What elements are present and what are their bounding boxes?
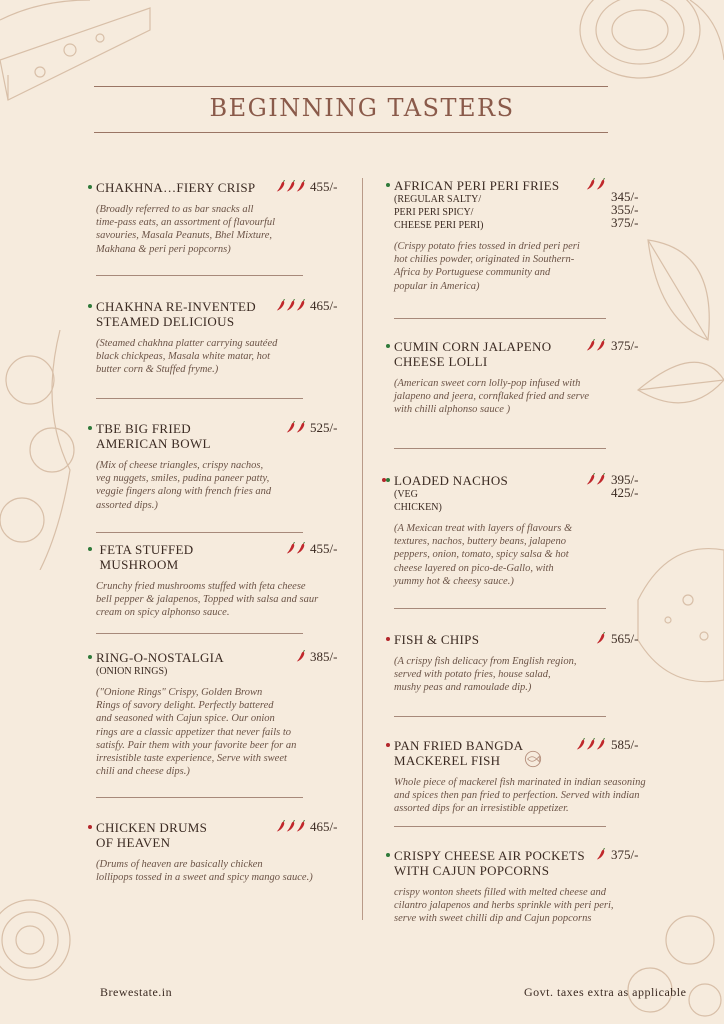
chili-icon bbox=[296, 650, 305, 662]
item-description bbox=[394, 886, 652, 926]
item-description bbox=[394, 522, 652, 588]
veg-indicator-icon bbox=[386, 183, 390, 187]
chili-icon bbox=[286, 299, 295, 311]
item-description-line: and spices then pan fried to perfection. Served with indian bbox=[394, 790, 640, 802]
footer-website[interactable]: Brewestate.in bbox=[100, 985, 173, 999]
item-description-line: popular in America) bbox=[394, 280, 480, 292]
item-name: LOADED NACHOS bbox=[394, 473, 509, 488]
item-description-line: bell pepper & jalapenos, Topped with salsa and saur bbox=[96, 594, 319, 606]
chili-icon bbox=[596, 632, 605, 644]
item-price: 345/- bbox=[611, 189, 639, 204]
item-description-line: (American sweet corn lolly-pop infused with bbox=[394, 378, 581, 389]
item-subtitle: (REGULAR SALTY/ bbox=[394, 194, 482, 205]
item-name: WITH CAJUN POPCORNS bbox=[394, 863, 550, 878]
veg-indicator-icon bbox=[386, 344, 390, 348]
item-price: 465/- bbox=[310, 298, 338, 313]
spice-level bbox=[286, 421, 305, 433]
item-description bbox=[394, 776, 652, 816]
item-description-line: (Crispy potato fries tossed in dried peri peri bbox=[394, 241, 580, 252]
spice-level bbox=[276, 299, 305, 311]
item-description-line: assorted dips.) bbox=[96, 499, 158, 511]
footer-tax-note: Govt. taxes extra as applicable bbox=[524, 985, 687, 999]
chili-icon bbox=[276, 820, 285, 832]
item-name: AMERICAN BOWL bbox=[96, 436, 211, 451]
item-subtitle: (ONION RINGS) bbox=[96, 666, 168, 677]
item-description-line: textures, nachos, buttery beans, jalapeno bbox=[394, 536, 566, 548]
veg-indicator-icon bbox=[88, 426, 92, 430]
item-subtitle: (VEG bbox=[394, 489, 418, 500]
item-description bbox=[96, 337, 346, 377]
veg-indicator-icon bbox=[88, 547, 92, 551]
non-veg-indicator-icon bbox=[88, 825, 92, 829]
item-description-line: cilantro jalapenos and herbs sprinkle with peri peri, bbox=[394, 900, 614, 912]
item-description-line: and seasoned with Cajun spice. Our onion bbox=[96, 713, 275, 725]
item-price: 375/- bbox=[611, 338, 639, 353]
item-separator bbox=[394, 608, 606, 609]
item-description bbox=[96, 203, 346, 256]
item-description bbox=[394, 377, 652, 417]
item-name: CHEESE LOLLI bbox=[394, 354, 488, 369]
item-description-line: Africa by Portuguese community and bbox=[394, 267, 551, 279]
item-separator bbox=[394, 716, 606, 717]
item-description-line: served with potato fries, house salad, bbox=[394, 669, 551, 681]
item-description-line: assorted dips for an irresistible appetizer. bbox=[394, 803, 569, 815]
item-separator bbox=[394, 318, 606, 319]
menu-item bbox=[96, 299, 346, 377]
item-name: TBE BIG FRIED bbox=[96, 421, 191, 436]
spice-level bbox=[576, 738, 605, 750]
item-name: OF HEAVEN bbox=[96, 835, 171, 850]
item-description-line: Whole piece of mackerel fish marinated in indian seasoning bbox=[394, 777, 646, 788]
chili-icon bbox=[586, 473, 595, 485]
chili-icon bbox=[596, 339, 605, 351]
header-bottom-rule bbox=[94, 132, 608, 133]
chili-icon bbox=[596, 848, 605, 860]
spice-level bbox=[596, 848, 605, 860]
item-description-line: (Broadly referred to as bar snacks all bbox=[96, 204, 254, 215]
item-description-line: serve with sweet chilli dip and Cajun popcorns bbox=[394, 913, 592, 925]
item-description bbox=[96, 580, 346, 620]
item-description-line: butter corn & Stuffed fryme.) bbox=[96, 364, 219, 376]
chili-icon bbox=[586, 738, 595, 750]
item-subtitle: CHICKEN) bbox=[394, 502, 442, 513]
item-subtitle: CHEESE PERI PERI) bbox=[394, 220, 484, 231]
item-name: RING-O-NOSTALGIA bbox=[96, 650, 224, 665]
menu-item bbox=[96, 542, 346, 620]
item-description bbox=[96, 686, 346, 778]
page-title: BEGINNING TASTERS bbox=[209, 94, 515, 122]
item-name: AFRICAN PERI PERI FRIES bbox=[394, 178, 560, 193]
item-description bbox=[96, 858, 346, 884]
item-description-line: (Drums of heaven are basically chicken bbox=[96, 859, 263, 870]
item-description bbox=[96, 459, 346, 512]
chili-icon bbox=[276, 299, 285, 311]
item-price: 455/- bbox=[310, 179, 338, 194]
veg-indicator-icon bbox=[386, 478, 390, 482]
item-description-line: cheese layered on pico-de-Gallo, with bbox=[394, 562, 554, 574]
chili-icon bbox=[286, 421, 295, 433]
chili-icon bbox=[296, 299, 305, 311]
non-veg-indicator-icon bbox=[386, 743, 390, 747]
item-price: 385/- bbox=[310, 649, 338, 664]
item-price: 425/- bbox=[611, 485, 639, 500]
item-description-line: hot chilies powder, originated in Southern- bbox=[394, 254, 575, 266]
item-name: MACKEREL FISH bbox=[394, 753, 501, 768]
item-description-line: lollipops tossed in a sweet and spicy mango sauce.) bbox=[96, 872, 313, 884]
chili-icon bbox=[596, 738, 605, 750]
column-divider bbox=[362, 178, 363, 920]
item-name: CHAKHNA RE-INVENTED bbox=[96, 299, 256, 314]
non-veg-indicator-icon bbox=[382, 478, 386, 482]
item-name: MUSHROOM bbox=[96, 557, 179, 572]
item-description-line: rings are a classic appetizer that never fails to bbox=[96, 726, 292, 738]
spice-level bbox=[296, 650, 305, 662]
item-description-line: (A Mexican treat with layers of flavours & bbox=[394, 523, 573, 534]
fish-icon bbox=[524, 750, 542, 768]
item-description-line: crispy wonton sheets filled with melted cheese and bbox=[394, 887, 606, 898]
menu-item bbox=[96, 650, 346, 778]
item-description-line: veggie fingers along with french fries and bbox=[96, 486, 272, 498]
chili-icon bbox=[586, 178, 595, 190]
item-separator bbox=[96, 633, 303, 634]
item-separator bbox=[394, 826, 606, 827]
item-description-line: savouries, Masala Peanuts, Bhel Mixture, bbox=[96, 230, 273, 242]
chili-icon bbox=[576, 738, 585, 750]
item-price: 455/- bbox=[310, 541, 338, 556]
item-separator bbox=[96, 532, 303, 533]
chili-icon bbox=[596, 178, 605, 190]
item-description-line: veg nuggets, smiles, pudina paneer patty, bbox=[96, 473, 270, 485]
veg-indicator-icon bbox=[386, 853, 390, 857]
item-description-line: peppers, onion, tomato, spicy salsa & hot bbox=[394, 549, 569, 561]
item-price: 585/- bbox=[611, 737, 639, 752]
item-separator bbox=[96, 398, 303, 399]
bread-sketch-icon bbox=[570, 0, 724, 90]
item-name: FISH & CHIPS bbox=[394, 632, 480, 647]
item-name: STEAMED DELICIOUS bbox=[96, 314, 235, 329]
item-separator bbox=[394, 448, 606, 449]
item-description-line: ("Onione Rings" Crispy, Golden Brown bbox=[96, 687, 263, 698]
header-top-rule bbox=[94, 86, 608, 87]
chili-icon bbox=[596, 473, 605, 485]
veg-indicator-icon bbox=[88, 655, 92, 659]
spice-level bbox=[586, 473, 605, 485]
spice-level bbox=[586, 339, 605, 351]
item-price: 565/- bbox=[611, 631, 639, 646]
item-description bbox=[394, 655, 652, 695]
spice-level bbox=[276, 820, 305, 832]
non-veg-indicator-icon bbox=[386, 637, 390, 641]
menu-item bbox=[96, 421, 346, 512]
round-sketch-icon bbox=[0, 880, 90, 1024]
item-description-line: cream on spicy alphonso sauce. bbox=[96, 607, 230, 619]
veg-indicator-icon bbox=[88, 185, 92, 189]
item-description-line: yummy hot & cheesy sauce.) bbox=[394, 575, 514, 587]
chili-icon bbox=[586, 339, 595, 351]
item-description-line: chili and cheese dips.) bbox=[96, 766, 190, 778]
item-description-line: (A crispy fish delicacy from English region, bbox=[394, 656, 577, 667]
chili-icon bbox=[296, 542, 305, 554]
chili-icon bbox=[276, 180, 285, 192]
item-price: 395/- bbox=[611, 472, 639, 487]
spice-level bbox=[586, 178, 605, 190]
item-description-line: satisfy. Pair them with your favorite beer for an bbox=[96, 739, 297, 751]
veg-indicator-icon bbox=[88, 304, 92, 308]
chili-icon bbox=[296, 180, 305, 192]
item-name: FETA STUFFED bbox=[96, 542, 194, 557]
item-description-line: (Steamed chakhna platter carrying sautéed bbox=[96, 338, 278, 349]
spice-level bbox=[276, 180, 305, 192]
item-description-line: (Mix of cheese triangles, crispy nachos, bbox=[96, 460, 264, 471]
item-price: 525/- bbox=[310, 420, 338, 435]
menu-item bbox=[96, 180, 346, 256]
item-description-line: Crunchy fried mushrooms stuffed with feta cheese bbox=[96, 581, 306, 592]
item-description-line: Makhana & peri peri popcorns) bbox=[96, 243, 231, 255]
item-name: CHICKEN DRUMS bbox=[96, 820, 208, 835]
item-description-line: with chilli alphonso sauce ) bbox=[394, 404, 511, 416]
chili-icon bbox=[296, 421, 305, 433]
item-separator bbox=[96, 275, 303, 276]
item-price: 355/- bbox=[611, 202, 639, 217]
item-description bbox=[394, 240, 652, 293]
item-name: CUMIN CORN JALAPENO bbox=[394, 339, 552, 354]
spice-level bbox=[286, 542, 305, 554]
item-description-line: irresistible taste experience, Serve with sweet bbox=[96, 753, 287, 765]
item-name: PAN FRIED BANGDA bbox=[394, 738, 524, 753]
item-description-line: mushy peas and ramoulade dip.) bbox=[394, 682, 532, 694]
item-description-line: jalapeno and jeera, cornflaked fried and serve bbox=[394, 391, 590, 403]
item-description-line: black chickpeas, Masala white matar, hot bbox=[96, 351, 271, 363]
chili-icon bbox=[286, 542, 295, 554]
chili-icon bbox=[286, 180, 295, 192]
menu-item bbox=[96, 820, 346, 884]
item-price: 375/- bbox=[611, 847, 639, 862]
chili-icon bbox=[296, 820, 305, 832]
item-name: CRISPY CHEESE AIR POCKETS bbox=[394, 848, 585, 863]
item-separator bbox=[96, 797, 303, 798]
item-description-line: time-pass eats, an assortment of flavourful bbox=[96, 217, 276, 229]
spice-level bbox=[596, 632, 605, 644]
chili-icon bbox=[286, 820, 295, 832]
tomato-vine-sketch-icon bbox=[0, 330, 80, 570]
item-name: CHAKHNA…FIERY CRISP bbox=[96, 180, 256, 195]
item-subtitle: PERI PERI SPICY/ bbox=[394, 207, 474, 218]
item-description-line: Rings of savory delight. Perfectly battered bbox=[96, 700, 274, 712]
item-price: 465/- bbox=[310, 819, 338, 834]
item-price: 375/- bbox=[611, 215, 639, 230]
